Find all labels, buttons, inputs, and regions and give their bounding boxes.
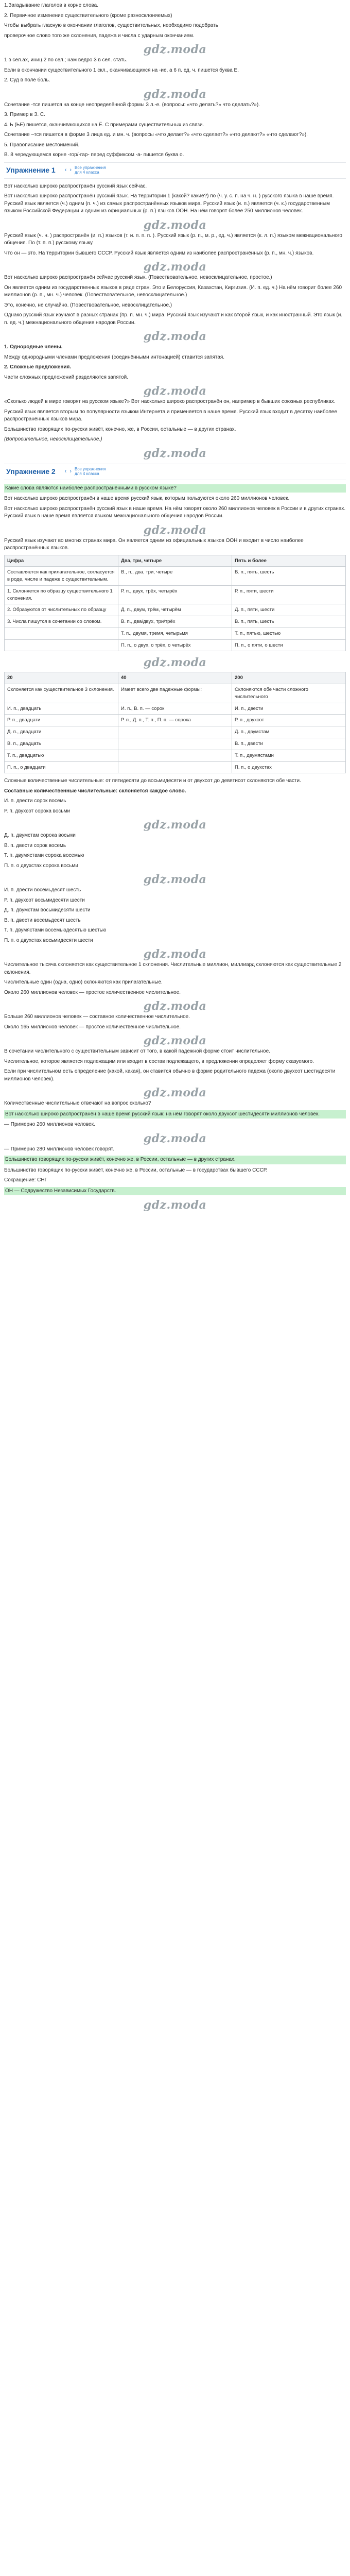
note-paragraph: Числительное, которое является подлежащим или входит в состав подлежащего, в предложении определяет форму сказуемого. xyxy=(4,1058,314,1064)
prev-exercise-arrow-icon[interactable]: ‹ xyxy=(64,166,67,173)
exercise-paragraph: Вот насколько широко распространён русский язык сейчас. xyxy=(4,183,147,189)
watermark-row xyxy=(4,872,346,887)
watermark-row xyxy=(4,260,346,274)
table-cell: В. п., два/двух, три/трёх xyxy=(118,616,232,628)
highlighted-sentence: Большинство говорящих по-русски живёт, конечно же, в России, остальные — в других странах. xyxy=(4,1156,346,1164)
prev-exercise-arrow-icon[interactable]: ‹ xyxy=(64,468,67,474)
all-exercises-link[interactable] xyxy=(75,166,106,175)
table-row xyxy=(5,567,346,586)
table-header-row xyxy=(5,555,346,567)
note-paragraph: Составные количественные числительные: склоняется каждое слово. xyxy=(4,788,186,794)
body-paragraph: Однако русский язык изучают в разных странах (пр. п. мн. ч.) мира. Русский язык изучают и как второй язык, и как иностранный. Это язык (и. п. ед. ч.) межнационального общения народов России. xyxy=(4,312,343,326)
declension-line: И. п. двести сорок восемь xyxy=(4,798,66,804)
table-header-cell: 20 xyxy=(5,672,118,684)
watermark-logo: gdz.moda xyxy=(143,384,207,398)
exercise-paragraph: Вот насколько широко распространён русский язык. На территории 1 (какой? какие?) по (ч. у. с. п. на ч. н. ) русского языка в наше время. Русский язык является (ч.) одним (п. ч.) из самых распространённых языков мира. Русский язык (и. п.) является (ч. к.) государственным языком Российской Федерации и одним из официальных (р. п.) языков ООН. На нём говорят более 250 миллионов человек. xyxy=(4,193,334,214)
note-paragraph: Числительное тысяча склоняется как существительное 1 склонения. Числительные миллион, миллиард склоняются как существительные 2 склонения. xyxy=(4,962,342,975)
exercise-nav xyxy=(65,166,106,175)
watermark-logo: gdz.moda xyxy=(143,999,207,1013)
table-row xyxy=(5,684,346,703)
note-paragraph: Если при числительном есть определение (какой, какая), он ставится обычно в форме родительного падежа (около двухсот шестидесяти миллионов человек). xyxy=(4,1069,336,1082)
watermark-row xyxy=(4,218,346,232)
table-row xyxy=(5,715,346,726)
table-row xyxy=(5,726,346,738)
watermark-logo: gdz.moda xyxy=(143,1034,207,1048)
note-paragraph: В сочетании числительного с существительным зависит от того, в какой падежной форме стоит числительное. xyxy=(4,1048,270,1055)
watermark-logo: gdz.moda xyxy=(143,260,207,274)
table-row xyxy=(5,616,346,628)
table-cell: Т. п., двумястами xyxy=(232,750,346,761)
watermark-row xyxy=(4,1033,346,1048)
table-cell: Д. п., двумстам xyxy=(232,726,346,738)
table-row xyxy=(5,703,346,715)
highlighted-sentence: Вот насколько широко распространён в наше время русский язык: на нём говорят около двухсот шестидесяти миллионов человек. xyxy=(4,1110,346,1119)
intro-line: В. 8 чередующемся корне -гор/-гар- перед суффиксом -а- пишется буква о. xyxy=(4,152,184,158)
highlighted-lead: Какие слова являются наиболее распространёнными в русском языке? xyxy=(4,484,346,493)
notes-block-2 xyxy=(4,887,346,944)
declension-line: Р. п. двухсот восьмидесяти шести xyxy=(4,897,85,903)
watermark-row xyxy=(4,446,346,461)
table-cell: Т. п., двумя, тремя, четырьмя xyxy=(118,628,232,639)
watermark-logo: gdz.moda xyxy=(143,656,207,670)
declension-line: И. п. двести восемьдесят шесть xyxy=(4,887,81,893)
watermark-row xyxy=(4,818,346,832)
exercise-header xyxy=(4,162,346,179)
watermark-row xyxy=(4,999,346,1013)
table-cell xyxy=(118,726,232,738)
table-row xyxy=(5,585,346,604)
declension-line: Д. п. двумстам сорока восьми xyxy=(4,833,76,839)
watermark-logo: gdz.moda xyxy=(143,330,207,343)
table-cell: Р. п., Д. п., Т. п., П. п. — сорока xyxy=(118,715,232,726)
intro-line: 2. Суд в поле боль. xyxy=(4,77,50,83)
table-header-cell: Два, три, четыре xyxy=(118,555,232,567)
intro-block-3 xyxy=(4,101,346,159)
body-paragraph: Он является одним из государственных языков в ряде стран. Это и Белоруссия, Казахстан, Киргизия. (И. п. ед. ч.) На нём говорит более 260 миллионов (р. п., мн. ч.) человек. (Повествовательное, невосклицательное.) xyxy=(4,284,342,298)
table-cell: Склоняются обе части сложного числительного xyxy=(232,684,346,703)
table-row xyxy=(5,639,346,651)
body-paragraph: Вот насколько широко распространён сейчас русский язык. (Повествовательное, невосклицательное, простое.) xyxy=(4,275,272,280)
table-header-cell: 40 xyxy=(118,672,232,684)
closing-line: Большинство говорящих по-русски живёт, конечно же, в России, остальные — в государствах бывшего СССР. xyxy=(4,1167,268,1173)
table-cell xyxy=(118,761,232,773)
body-paragraph: Между однородными членами предложения (соединёнными интонацией) ставится запятая. xyxy=(4,354,225,360)
exercise-paragraph: Русский язык изучают во многих странах мира. Он является одним из официальных языков ООН и входит в число наиболее распространённых языков. xyxy=(4,537,304,551)
watermark-logo: gdz.moda xyxy=(143,818,207,832)
watermark-logo: gdz.moda xyxy=(143,218,207,232)
all-exercises-line2: для 4 класса xyxy=(75,471,99,476)
exercise-2-body xyxy=(4,484,346,552)
table-cell xyxy=(5,639,118,651)
note-paragraph: Около 260 миллионов человек — простое количественное числительное. xyxy=(4,989,181,995)
watermark-logo: gdz.moda xyxy=(143,1131,207,1145)
table-cell: Р. п., пяти, шести xyxy=(232,585,346,604)
watermark-row xyxy=(4,655,346,670)
watermark-row xyxy=(4,947,346,961)
watermark-row xyxy=(4,87,346,101)
closing-line: — Примерно 280 миллионов человек говорят. xyxy=(4,1146,114,1152)
note-paragraph: Сложные количественные числительные: от пятидесяти до восьмидесяти и от двухсот до девятисот склоняются обе части. xyxy=(4,778,301,784)
note-paragraph: Количественные числительные отвечают на вопрос сколько? xyxy=(4,1100,151,1107)
exercise-header xyxy=(4,464,346,480)
intro-line: Сочетание -тся пишется на конце неопределённой формы 3 л.-е. (вопросы: «что делать?» что сделать?»). xyxy=(4,101,260,108)
declension-line: Т. п. двумястами сорока восемью xyxy=(4,853,84,859)
next-exercise-arrow-icon[interactable]: › xyxy=(69,468,72,474)
table-header-cell: 200 xyxy=(232,672,346,684)
table-cell: Составляется как прилагательное, согласуется в роде, числе и падеже с существительным. xyxy=(5,567,118,586)
watermark-logo: gdz.moda xyxy=(143,446,207,460)
body-paragraph: Большинство говорящих по-русски живёт, конечно, же, в России, остальные — в других странах. xyxy=(4,426,236,432)
all-exercises-line2: для 4 класса xyxy=(75,170,99,175)
table-cell: Склоняется как существительное 3 склонения. xyxy=(5,684,118,703)
declension-line: П. п. о двухстах восьмидесяти шести xyxy=(4,937,93,943)
declension-line: Т. п. двумястами восемьюдесятью шестью xyxy=(4,927,107,934)
highlighted-sentence: ОН — Содружество Независимых Государств. xyxy=(4,1187,346,1196)
exercise-1-body xyxy=(4,183,346,258)
table-row xyxy=(5,738,346,750)
table-cell: Имеет всего две падежные формы: xyxy=(118,684,232,703)
table-cell: Р. п., двухсот xyxy=(232,715,346,726)
watermark-logo: gdz.moda xyxy=(143,947,207,961)
watermark-row xyxy=(4,523,346,537)
intro-line: 1.Загадывание глаголов в корне слова. xyxy=(4,3,98,8)
notes-block-3 xyxy=(4,961,346,1031)
table-cell: И. п., В. п. — сорок xyxy=(118,703,232,715)
table-cell: В. п., пять, шесть xyxy=(232,616,346,628)
body-paragraph: Части сложных предложений разделяются запятой. xyxy=(4,374,129,380)
table-cell: В. п., пять, шесть xyxy=(232,567,346,586)
watermark-logo: gdz.moda xyxy=(143,523,207,537)
notes-block xyxy=(4,777,346,870)
all-exercises-line1: Все упражнения xyxy=(75,466,106,471)
body-paragraph: Это, конечно, не случайно. (Повествовательное, невосклицательное.) xyxy=(4,302,172,308)
numerals-table-2 xyxy=(4,672,346,773)
exercise-paragraph: Вот насколько широко распространён русский язык в наше время. На нём говорят около 260 миллионов человек в России и в других странах. Русский язык в наше время является языком межнационального общения народов России. xyxy=(4,505,346,519)
table-cell: В. п., двести xyxy=(232,738,346,750)
table-cell: Т. п., двадцатью xyxy=(5,750,118,761)
watermark-row xyxy=(4,1131,346,1146)
table-row xyxy=(5,628,346,639)
table-cell: 3. Числа пишутся в сочетании со словом. xyxy=(5,616,118,628)
exercise-title: Упражнение 1 xyxy=(6,166,56,175)
intro-block-2 xyxy=(4,57,346,84)
watermark-row xyxy=(4,1086,346,1100)
intro-line: Сочетание –тся пишется в форме 3 лица ед. и мн. ч. (вопросы «что делает?» «что сделает?» «что делают?» «что сделают?»). xyxy=(4,132,308,138)
all-exercises-link[interactable] xyxy=(75,467,106,477)
table-header-cell: Цифра xyxy=(5,555,118,567)
body-paragraph: (Вопросительное, невосклицательное.) xyxy=(4,436,102,442)
watermark-logo: gdz.moda xyxy=(143,873,207,887)
table-cell: П. п., о двух, о трёх, о четырёх xyxy=(118,639,232,651)
table-cell: В. п., двадцать xyxy=(5,738,118,750)
intro-line: Если в окончании существительного 1 скл., оканчивающихся на -ие, а 6 п. ед. ч. пишется буква Е. xyxy=(4,67,239,73)
table-cell xyxy=(118,738,232,750)
intro-line: 5. Правописание местоимений. xyxy=(4,142,80,148)
note-paragraph: Больше 260 миллионов человек — составное количественное числительное. xyxy=(4,1014,190,1020)
intro-line: 1 в сел.ах, иниц.2 по сел.; нам ведро 3 в сел. стать. xyxy=(4,57,128,63)
exercise-title: Упражнение 2 xyxy=(6,467,56,476)
table-cell: 1. Склоняется по образцу существительного 1 склонения. xyxy=(5,585,118,604)
declension-line: В. п. двести сорок восемь xyxy=(4,842,66,849)
table-cell: В., п., два, три, четыре xyxy=(118,567,232,586)
intro-line: проверочное слово того же склонения, падежа и числа с ударным окончанием. xyxy=(4,32,195,39)
table-cell xyxy=(5,628,118,639)
document-page xyxy=(0,0,350,1212)
table-cell: Д. п., двум, трём, четырём xyxy=(118,604,232,616)
table-header-cell: Пять и более xyxy=(232,555,346,567)
table-cell xyxy=(118,750,232,761)
exercise-nav xyxy=(65,467,106,477)
table-cell: П. п., о двухстах xyxy=(232,761,346,773)
table-cell: Т. п., пятью, шестью xyxy=(232,628,346,639)
note-paragraph: Около 165 миллионов человек — простое количественное числительное. xyxy=(4,1024,181,1030)
watermark-row xyxy=(4,384,346,398)
body-paragraph: «Сколько людей в мире говорят на русском языке?» Вот насколько широко распространён он, например в бывших союзных республиках. xyxy=(4,399,336,404)
watermark-row xyxy=(4,1198,346,1212)
body-text-b xyxy=(4,398,346,444)
watermark-logo: gdz.moda xyxy=(143,1198,207,1212)
table-cell: И. п., двести xyxy=(232,703,346,715)
intro-line: 4. Ь (ЬЕ) пишется, оканчивающихся на Ё. С примерами существительных из связи. xyxy=(4,122,204,128)
next-exercise-arrow-icon[interactable]: › xyxy=(69,166,72,173)
declension-line: Д. п. двумстам восьмидесяти шести xyxy=(4,907,91,913)
table-cell: Д. п., двадцати xyxy=(5,726,118,738)
closing-line: Сокращение: СНГ xyxy=(4,1177,48,1183)
watermark-logo: gdz.moda xyxy=(143,87,207,101)
table-row xyxy=(5,761,346,773)
watermark-row xyxy=(4,42,346,57)
notes-block-4 xyxy=(4,1048,346,1129)
body-text-a xyxy=(4,274,346,381)
table-cell: Д. п., пяти, шести xyxy=(232,604,346,616)
note-paragraph: — Примерно 260 миллионов человек. xyxy=(4,1122,95,1128)
exercise-paragraph: Что он — это. На территории бывшего СССР. Русский язык является одним из наиболее распространённых (р. п., мн. ч.) языков. xyxy=(4,250,314,256)
intro-line: 2. Первичное изменение существительного (кроме разносклоняемых) xyxy=(4,12,172,19)
numerals-table-1 xyxy=(4,555,346,652)
exercise-paragraph: Русский язык (ч. н. ) распространён (и. п.) языков (т. и. п. п. п. ). Русский язык (р. п., м. р., ед. ч.) является (к. л. п.) языком межнационального общения. По (т. п. п.) русскому языку. xyxy=(4,232,342,246)
body-paragraph: 1. Однородные члены. xyxy=(4,344,63,350)
table-cell: П. п., о двадцати xyxy=(5,761,118,773)
watermark-logo: gdz.moda xyxy=(143,1086,207,1100)
intro-line: 3. Пример в З. С. xyxy=(4,112,45,117)
watermark-logo: gdz.moda xyxy=(143,43,207,56)
table-cell: Р. п., двадцати xyxy=(5,715,118,726)
table-row xyxy=(5,604,346,616)
table-cell: П. п., о пяти, о шести xyxy=(232,639,346,651)
body-paragraph: Русский язык является вторым по популярности языком Интернета и применяется в наше время. Русский язык входит в десятку наиболее распространённых языков мира. xyxy=(4,409,337,422)
table-cell: 2. Образуются от числительных по образцу xyxy=(5,604,118,616)
table-cell: И. п., двадцать xyxy=(5,703,118,715)
all-exercises-line1: Все упражнения xyxy=(75,165,106,170)
declension-line: П. п. о двухстах сорока восьми xyxy=(4,862,78,869)
table-row xyxy=(5,750,346,761)
declension-line: В. п. двести восемьдесят шесть xyxy=(4,917,81,923)
intro-line: Чтобы выбрать гласную в окончании глаголов, существительных, необходимо подобрать xyxy=(4,23,218,28)
intro-block xyxy=(4,2,346,40)
exercise-paragraph: Вот насколько широко распространён в наше время русский язык, которым пользуются около 260 миллионов человек. xyxy=(4,496,290,501)
table-cell: Р. п., двух, трёх, четырёх xyxy=(118,585,232,604)
closing-block xyxy=(4,1146,346,1196)
table-header-row xyxy=(5,672,346,684)
body-paragraph: 2. Сложные предложения. xyxy=(4,364,72,370)
declension-line: Р. п. двухсот сорока восьми xyxy=(4,808,71,814)
note-paragraph: Числительные один (одна, одно) склоняются как прилагательные. xyxy=(4,979,163,986)
watermark-row xyxy=(4,329,346,344)
